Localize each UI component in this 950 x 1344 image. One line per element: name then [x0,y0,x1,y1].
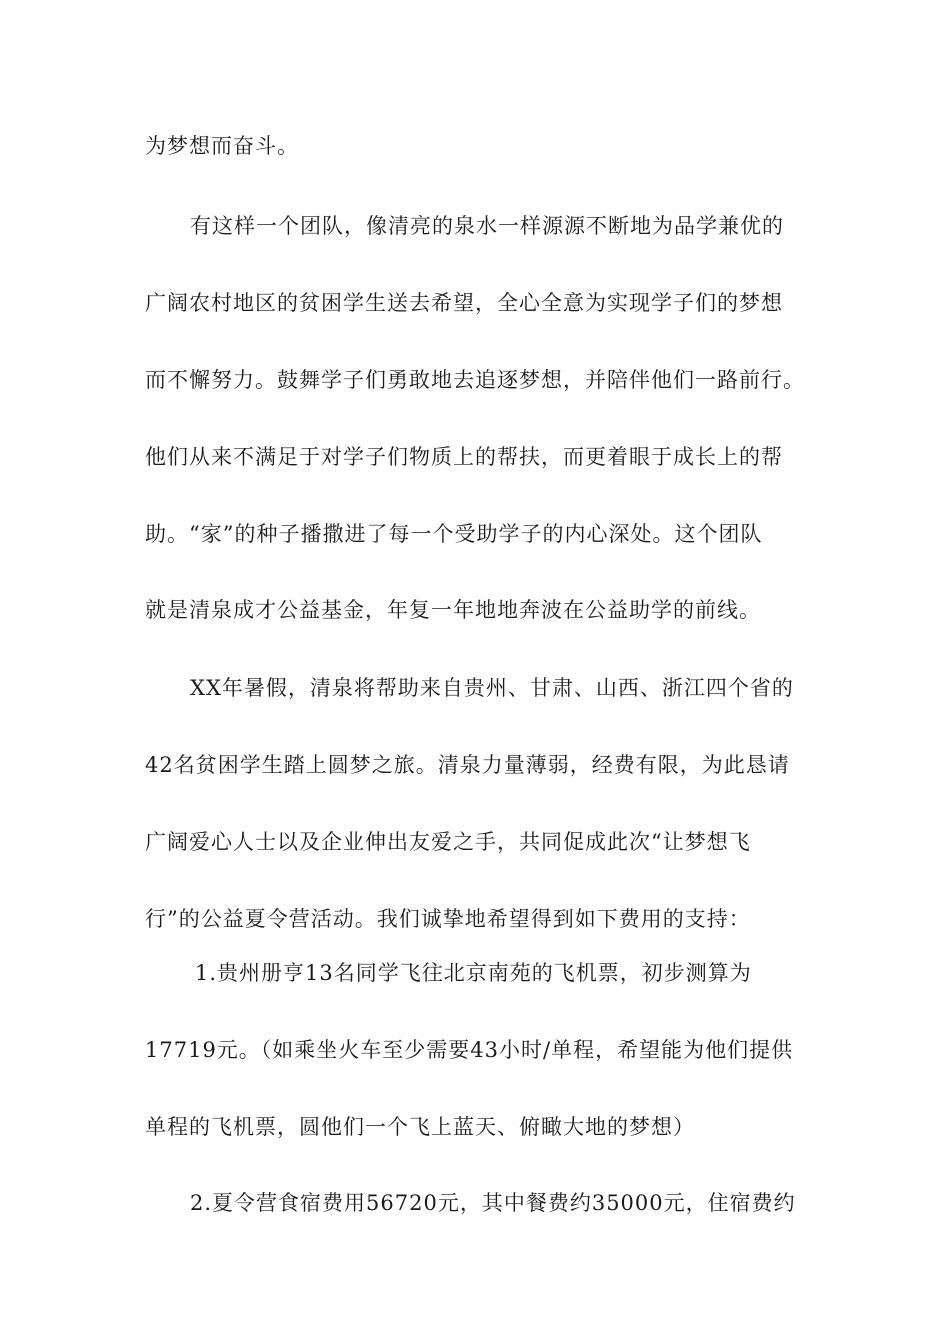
list-item-line: 1.贵州册亨13名同学飞往北京南苑的飞机票，初步测算为 [195,961,752,985]
paragraph-line: 而不懈努力。鼓舞学子们勇敢地去追逐梦想，并陪伴他们一路前行。 [145,368,805,392]
paragraph-line: 行”的公益夏令营活动。我们诚挚地希望得到如下费用的支持： [145,907,751,931]
paragraph-line: 42名贫困学生踏上圆梦之旅。清泉力量薄弱，经费有限，为此恳请 [145,753,790,777]
paragraph-line: 广阔爱心人士以及企业伸出友爱之手，共同促成此次“让梦想飞 [145,830,751,854]
paragraph-line: 为梦想而奋斗。 [145,134,299,158]
paragraph-line: 广阔农村地区的贫困学生送去希望，全心全意为实现学子们的梦想 [145,291,783,315]
paragraph-line: 助。“家”的种子播撒进了每一个受助学子的内心深处。这个团队 [145,522,763,546]
list-item-line: 17719元。（如乘坐火车至少需要43小时/单程，希望能为他们提供 [145,1038,794,1062]
paragraph-line: 就是清泉成才公益基金，年复一年地地奔波在公益助学的前线。 [145,598,761,622]
paragraph-line: 有这样一个团队，像清亮的泉水一样源源不断地为品学兼优的 [190,214,784,238]
list-item-line: 单程的飞机票，圆他们一个飞上蓝天、俯瞰大地的梦想） [145,1115,695,1139]
paragraph-line: XX年暑假，清泉将帮助来自贵州、甘肃、山西、浙江四个省的 [190,676,794,700]
list-item-line: 2.夏令营食宿费用56720元，其中餐费约35000元，住宿费约 [190,1191,796,1215]
paragraph-line: 他们从来不满足于对学子们物质上的帮扶，而更着眼于成长上的帮 [145,445,783,469]
